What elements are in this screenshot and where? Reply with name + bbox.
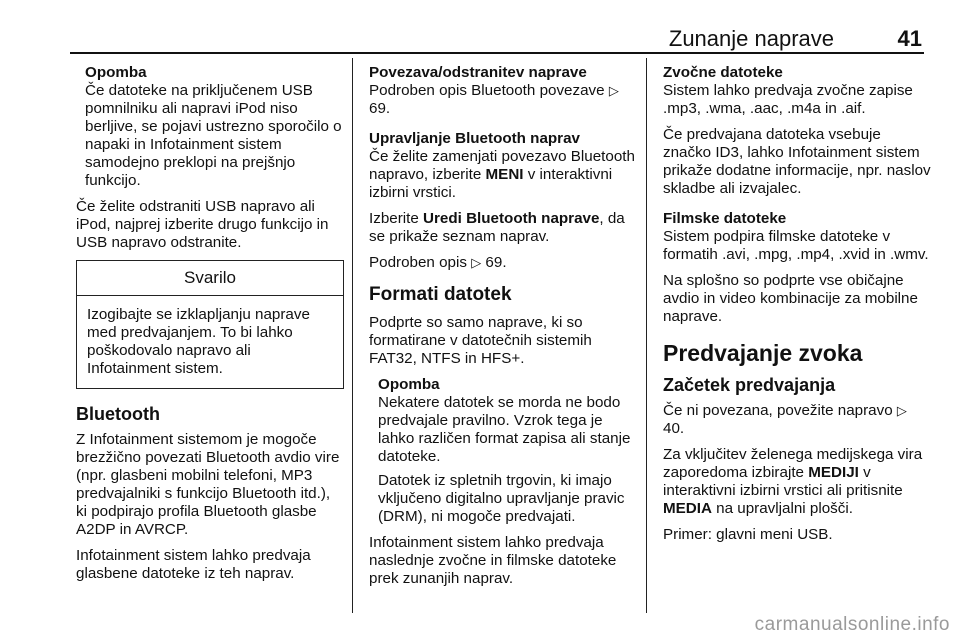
- paragraph: [663, 446, 931, 518]
- page-reference[interactable]: 40.: [663, 420, 685, 437]
- paragraph: Primer: glavni meni USB.: [663, 526, 833, 543]
- paragraph: Sistem podpira filmske datoteke v formatih .avi, .mpg, .mp4, .xvid in .wmv.: [663, 228, 929, 263]
- subheading: Povezava/odstranitev naprave: [369, 64, 587, 81]
- paragraph: [369, 210, 637, 246]
- paragraph-text: Za vključitev želenega medijskega vira zaporedoma izbirajte: [663, 446, 923, 481]
- paragraph: [369, 254, 637, 272]
- subheading: Upravljanje Bluetooth naprav: [369, 130, 580, 147]
- paragraph-text: na upravljalni plošči.: [716, 500, 853, 517]
- paragraph: Z Infotainment sistemom je mogoče brezžično povezati Bluetooth avdio vire (npr. glasbeni mobilni telefoni, MP3 predvajalniki s funkcijo Bluetooth itd.), ki podpirajo profila Bluetooth glasbe A2DP in AVRCP.: [76, 431, 340, 538]
- warning-title: Svarilo: [77, 261, 343, 296]
- menu-label: MEDIJI: [808, 464, 859, 481]
- paragraph: Če želite odstraniti USB napravo ali iPod, najprej izberite drugo funkcijo in USB napravo odstranite.: [76, 198, 329, 251]
- warning-box: [76, 260, 344, 389]
- paragraph: Infotainment sistem lahko predvaja glasbene datoteke iz teh naprav.: [76, 547, 311, 582]
- button-label: MEDIA: [663, 500, 712, 517]
- menu-label: MENI: [485, 166, 524, 183]
- note-block: [76, 64, 344, 190]
- column-left: [76, 64, 344, 591]
- paragraph: Infotainment sistem lahko predvaja naslednje zvočne in filmske datoteke prek zunanjih naprav.: [369, 534, 617, 587]
- subheading: Filmske datoteke: [663, 210, 787, 227]
- header-rule: [70, 52, 924, 54]
- menu-label: Uredi Bluetooth naprave: [423, 210, 600, 227]
- watermark: carmanualsonline.info: [754, 614, 950, 635]
- subsection-heading: Začetek predvajanja: [663, 375, 836, 395]
- paragraph-text: Podroben opis Bluetooth povezave: [369, 82, 605, 99]
- section-heading-formats: Formati datotek: [369, 284, 512, 305]
- paragraph: [663, 402, 931, 438]
- paragraph-text: Podroben opis: [369, 254, 467, 271]
- paragraph: Podprte so samo naprave, ki so formatirane v datotečnih sistemih FAT32, NTFS in HFS+.: [369, 314, 592, 367]
- paragraph: [369, 148, 637, 202]
- page-reference[interactable]: 69.: [369, 100, 391, 117]
- paragraph-text: v interaktivni izbirni vrstici ali pritisnite: [663, 464, 903, 499]
- paragraph-text: Izberite: [369, 210, 419, 227]
- note-title: Opomba: [378, 376, 440, 393]
- column-right: [663, 64, 931, 552]
- page-reference-arrow-icon: ▷: [608, 83, 619, 98]
- page-number: 41: [897, 26, 922, 51]
- note-block: [369, 376, 637, 526]
- paragraph-text: , da se prikaže seznam naprav.: [369, 210, 625, 245]
- paragraph: Sistem lahko predvaja zvočne zapise .mp3, .wma, .aac, .m4a in .aif.: [663, 82, 913, 117]
- paragraph-text: Če želite zamenjati povezavo Bluetooth napravo, izberite: [369, 148, 635, 183]
- page-reference[interactable]: 69.: [485, 254, 507, 271]
- column-divider: [352, 58, 353, 613]
- section-heading-audio-playback: Predvajanje zvoka: [663, 340, 863, 366]
- section-heading-bluetooth: Bluetooth: [76, 404, 160, 424]
- column-middle: [369, 64, 637, 596]
- paragraph: Na splošno so podprte vse običajne avdio in video kombinacije za mobilne naprave.: [663, 272, 918, 325]
- paragraph: [369, 82, 637, 118]
- warning-text: Izogibajte se izklapljanju naprave med predvajanjem. To bi lahko poškodovalo napravo ali Infotainment sistem.: [87, 306, 310, 377]
- page-reference-arrow-icon: ▷: [471, 255, 482, 270]
- note-text: Datotek iz spletnih trgovin, ki imajo vključeno digitalno upravljanje pravic (DRM), ni mogoče predvajati.: [378, 472, 625, 525]
- paragraph-text: Če ni povezana, povežite napravo: [663, 402, 893, 419]
- column-divider: [646, 58, 647, 613]
- note-title: Opomba: [85, 64, 147, 81]
- page-header: [70, 22, 924, 54]
- paragraph-text: v interaktivni izbirni vrstici.: [369, 166, 613, 201]
- chapter-title: Zunanje naprave: [668, 26, 834, 51]
- page-reference-arrow-icon: ▷: [896, 403, 907, 418]
- paragraph: Če predvajana datoteka vsebuje značko ID3, lahko Infotainment sistem prikaže dodatne informacije, npr. naslov skladbe ali izvajalec.: [663, 126, 931, 197]
- subheading: Zvočne datoteke: [663, 64, 783, 81]
- note-text: Nekatere datotek se morda ne bodo predvajale pravilno. Vzrok tega je lahko različen format zapisa ali stanje datoteke.: [378, 394, 631, 465]
- note-text: Če datoteke na priključenem USB pomnilniku ali napravi iPod niso berljive, se pojavi ustrezno sporočilo o napaki in Infotainment sistem samodejno preklopi na prejšnjo funkcijo.: [85, 82, 342, 189]
